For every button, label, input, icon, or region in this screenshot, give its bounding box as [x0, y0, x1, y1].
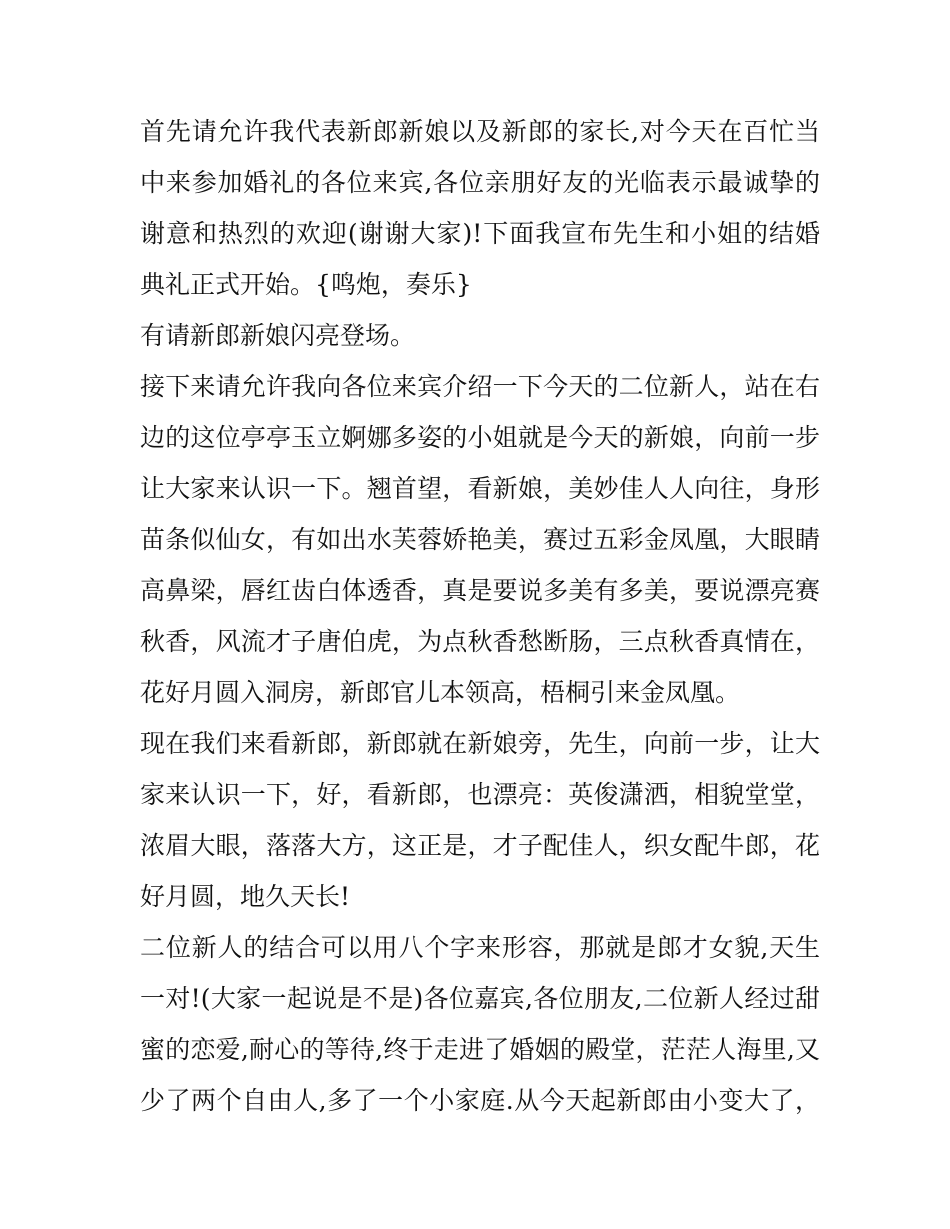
text-line: 一对!(大家一起说是不是)各位嘉宾,各位朋友,二位新人经过甜 [140, 984, 820, 1013]
text-line: 接下来请允许我向各位来宾介绍一下今天的二位新人，站在右 [140, 372, 820, 401]
text-line: 首先请允许我代表新郎新娘以及新郎的家长,对今天在百忙当 [140, 117, 820, 146]
paragraph-union [140, 922, 820, 1126]
text-line: 现在我们来看新郎，新郎就在新娘旁，先生，向前一步，让大 [140, 729, 820, 758]
paragraph-opening [140, 106, 820, 310]
text-line: 好月圆，地久天长! [140, 882, 351, 911]
document-body [140, 106, 820, 1126]
paragraph-entrance [140, 310, 820, 361]
text-line: 高鼻梁，唇红齿白体透香，真是要说多美有多美，要说漂亮赛 [140, 576, 820, 605]
text-line: 二位新人的结合可以用八个字来形容，那就是郎才女貌,天生 [140, 933, 820, 962]
text-line: 家来认识一下，好，看新郎，也漂亮：英俊潇洒，相貌堂堂， [140, 780, 820, 809]
text-line: 典礼正式开始。{鸣炮，奏乐} [140, 270, 472, 299]
text-line: 少了两个自由人,多了一个小家庭.从今天起新郎由小变大了， [140, 1086, 820, 1115]
text-line: 谢意和热烈的欢迎(谢谢大家)!下面我宣布先生和小姐的结婚 [140, 219, 820, 248]
text-line: 有请新郎新娘闪亮登场。 [140, 321, 416, 350]
paragraph-bride [140, 361, 820, 718]
text-line: 苗条似仙女，有如出水芙蓉娇艳美，赛过五彩金凤凰，大眼睛 [140, 525, 820, 554]
text-line: 边的这位亭亭玉立婀娜多姿的小姐就是今天的新娘，向前一步 [140, 423, 820, 452]
text-line: 让大家来认识一下。翘首望，看新娘，美妙佳人人向往，身形 [140, 474, 820, 503]
paragraph-groom [140, 718, 820, 922]
text-line: 秋香，风流才子唐伯虎，为点秋香愁断肠，三点秋香真情在， [140, 627, 820, 656]
text-line: 花好月圆入洞房，新郎官儿本领高，梧桐引来金凤凰。 [140, 678, 741, 707]
text-line: 中来参加婚礼的各位来宾,各位亲朋好友的光临表示最诚挚的 [140, 168, 820, 197]
text-line: 浓眉大眼，落落大方，这正是，才子配佳人，织女配牛郎，花 [140, 831, 820, 860]
text-line: 蜜的恋爱,耐心的等待,终于走进了婚姻的殿堂，茫茫人海里,又 [140, 1035, 820, 1064]
